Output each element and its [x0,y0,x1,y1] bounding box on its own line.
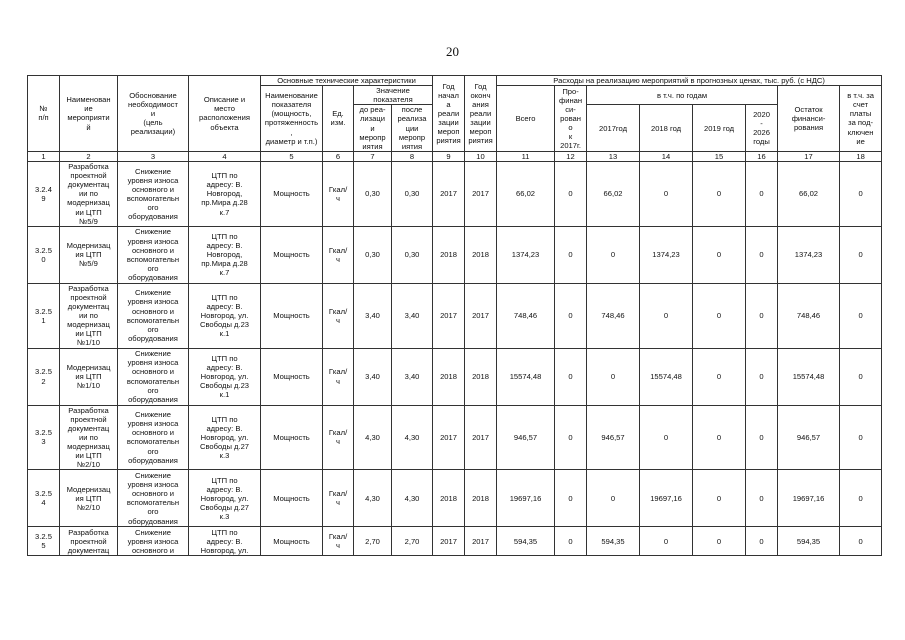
cell-remaining: 1374,23 [778,226,840,283]
cell-value-before: 0,30 [354,161,392,226]
cell-value-after: 2,70 [392,527,433,556]
cell-cost-2020-2026: 0 [746,226,778,283]
cell-value-before: 2,70 [354,527,392,556]
cell-connection-fee: 0 [840,161,882,226]
cell-cost-2020-2026: 0 [746,405,778,470]
cell-row-number: 3.2.5 2 [28,348,60,405]
cell-cost-2018: 0 [640,161,693,226]
cell-row-number: 3.2.5 3 [28,405,60,470]
column-number: 8 [392,151,433,161]
cell-total-cost: 66,02 [497,161,555,226]
column-number: 17 [778,151,840,161]
cell-justification: Снижение уровня износа основного и вспомогательн ого оборудования [118,470,189,527]
cell-location: ЦТП по адресу: В. Новгород, ул. Свободы д.27 к.3 [189,470,261,527]
cell-value-after: 3,40 [392,348,433,405]
column-number: 4 [189,151,261,161]
header-indicator-name: Наименование показателя (мощность, протяженность , диаметр и т.п.) [261,86,323,152]
cell-connection-fee: 0 [840,226,882,283]
header-measure-name: Наименован ие мероприяти й [60,76,118,152]
cell-measure-name: Модернизац ия ЦТП №1/10 [60,348,118,405]
cell-justification: Снижение уровня износа основного и вспомогательн ого оборудования [118,161,189,226]
header-connection-fee: в т.ч. за счет платы за под- ключен ие [840,86,882,152]
cell-end-year: 2018 [465,348,497,405]
cell-end-year: 2018 [465,226,497,283]
cell-unit: Гкал/ ч [323,283,354,348]
cell-financed-before: 0 [555,348,587,405]
cell-value-before: 3,40 [354,348,392,405]
cell-value-before: 4,30 [354,405,392,470]
cell-value-after: 3,40 [392,283,433,348]
header-before: до реа- лизаци и меропр иятия [354,105,392,152]
cell-measure-name: Модернизац ия ЦТП №5/9 [60,226,118,283]
cell-financed-before: 0 [555,283,587,348]
cell-measure-name: Модернизац ия ЦТП №2/10 [60,470,118,527]
header-justification: Обоснование необходимост и (цель реализации) [118,76,189,152]
cell-cost-2020-2026: 0 [746,283,778,348]
table-header [28,76,882,162]
table-row [28,405,882,470]
cell-justification: Снижение уровня износа основного и вспомогательн ого оборудования [118,283,189,348]
cell-value-before: 0,30 [354,226,392,283]
column-number: 6 [323,151,354,161]
cell-cost-2017: 946,57 [587,405,640,470]
table-body [28,161,882,555]
header-end-year: Год оконч ания реали зации мероп риятия [465,76,497,152]
table-row [28,348,882,405]
cell-total-cost: 19697,16 [497,470,555,527]
cell-total-cost: 15574,48 [497,348,555,405]
column-number: 15 [693,151,746,161]
header-2019: 2019 год [693,105,746,152]
cell-cost-2017: 748,46 [587,283,640,348]
header-number: № п/п [28,76,60,152]
cell-cost-2018: 1374,23 [640,226,693,283]
cell-financed-before: 0 [555,226,587,283]
column-number: 18 [840,151,882,161]
cell-indicator: Мощность [261,470,323,527]
cell-cost-2019: 0 [693,283,746,348]
cell-value-after: 4,30 [392,405,433,470]
cell-connection-fee: 0 [840,527,882,556]
column-number: 9 [433,151,465,161]
cell-row-number: 3.2.5 4 [28,470,60,527]
cell-cost-2017: 0 [587,470,640,527]
table-row [28,527,882,556]
header-remaining: Остаток финанси- рования [778,86,840,152]
cell-indicator: Мощность [261,348,323,405]
cell-cost-2017: 594,35 [587,527,640,556]
header-total: Всего [497,86,555,152]
cell-measure-name: Разработка проектной документац ии по модернизац ии ЦТП №2/10 [60,405,118,470]
cell-cost-2018: 19697,16 [640,470,693,527]
cell-cost-2019: 0 [693,348,746,405]
cell-end-year: 2017 [465,527,497,556]
cell-start-year: 2017 [433,405,465,470]
column-number: 11 [497,151,555,161]
cell-remaining: 19697,16 [778,470,840,527]
cell-start-year: 2017 [433,283,465,348]
cell-measure-name: Разработка проектной документац ии по модернизац ии ЦТП №1/10 [60,283,118,348]
cell-indicator: Мощность [261,405,323,470]
column-number: 2 [60,151,118,161]
cell-indicator: Мощность [261,226,323,283]
cell-indicator: Мощность [261,161,323,226]
cell-cost-2018: 0 [640,283,693,348]
cell-total-cost: 594,35 [497,527,555,556]
cell-remaining: 748,46 [778,283,840,348]
cell-cost-2020-2026: 0 [746,527,778,556]
cell-cost-2017: 0 [587,348,640,405]
cell-cost-2019: 0 [693,161,746,226]
cell-indicator: Мощность [261,527,323,556]
header-financed-before: Про- финан си- рован о к 2017г. [555,86,587,152]
cell-cost-2017: 66,02 [587,161,640,226]
cell-end-year: 2017 [465,283,497,348]
cell-value-after: 0,30 [392,226,433,283]
cell-remaining: 15574,48 [778,348,840,405]
cell-financed-before: 0 [555,161,587,226]
column-number: 12 [555,151,587,161]
cell-cost-2020-2026: 0 [746,348,778,405]
cell-justification: Снижение уровня износа основного и вспомогательн ого оборудования [118,226,189,283]
column-number: 14 [640,151,693,161]
cell-connection-fee: 0 [840,283,882,348]
cell-cost-2018: 0 [640,405,693,470]
cell-end-year: 2017 [465,405,497,470]
cell-end-year: 2017 [465,161,497,226]
header-tech-group: Основные технические характеристики [261,76,433,86]
cell-justification: Снижение уровня износа основного и [118,527,189,556]
cell-total-cost: 1374,23 [497,226,555,283]
page-number: 20 [446,44,459,59]
cell-cost-2018: 15574,48 [640,348,693,405]
cell-unit: Гкал/ ч [323,161,354,226]
cell-connection-fee: 0 [840,405,882,470]
cell-cost-2019: 0 [693,527,746,556]
cell-remaining: 594,35 [778,527,840,556]
header-2018: 2018 год [640,105,693,152]
cell-value-before: 3,40 [354,283,392,348]
cell-location: ЦТП по адресу: В. Новгород, ул. [189,527,261,556]
column-number-row [28,151,882,161]
column-number: 7 [354,151,392,161]
column-number: 3 [118,151,189,161]
cell-connection-fee: 0 [840,470,882,527]
table-row [28,283,882,348]
cell-value-after: 4,30 [392,470,433,527]
cell-remaining: 66,02 [778,161,840,226]
cell-start-year: 2017 [433,161,465,226]
cell-financed-before: 0 [555,470,587,527]
cell-total-cost: 946,57 [497,405,555,470]
cell-cost-2019: 0 [693,226,746,283]
column-number: 13 [587,151,640,161]
column-number: 1 [28,151,60,161]
table-row [28,161,882,226]
cell-row-number: 3.2.4 9 [28,161,60,226]
cell-total-cost: 748,46 [497,283,555,348]
cell-row-number: 3.2.5 0 [28,226,60,283]
cell-location: ЦТП по адресу: В. Новгород, пр.Мира д.28 к.7 [189,161,261,226]
cell-value-before: 4,30 [354,470,392,527]
cell-financed-before: 0 [555,527,587,556]
header-after: после реализа ции меропр иятия [392,105,433,152]
cell-unit: Гкал/ ч [323,405,354,470]
cell-location: ЦТП по адресу: В. Новгород, пр.Мира д.28 к.7 [189,226,261,283]
cell-start-year: 2017 [433,527,465,556]
cell-connection-fee: 0 [840,348,882,405]
cell-unit: Гкал/ ч [323,527,354,556]
header-unit: Ед. изм. [323,86,354,152]
cell-cost-2019: 0 [693,405,746,470]
cell-indicator: Мощность [261,283,323,348]
cell-cost-2019: 0 [693,470,746,527]
investment-program-table [27,75,882,556]
cell-measure-name: Разработка проектной документац ии по модернизац ии ЦТП №5/9 [60,161,118,226]
cell-location: ЦТП по адресу: В. Новгород, ул. Свободы д.23 к.1 [189,348,261,405]
cell-justification: Снижение уровня износа основного и вспомогательн ого оборудования [118,348,189,405]
cell-start-year: 2018 [433,348,465,405]
header-description: Описание и место расположения объекта [189,76,261,152]
cell-financed-before: 0 [555,405,587,470]
column-number: 16 [746,151,778,161]
cell-unit: Гкал/ ч [323,470,354,527]
cell-remaining: 946,57 [778,405,840,470]
header-2020-2026: 2020 - 2026 годы [746,105,778,152]
header-indicator-group: Значение показателя [354,86,433,105]
cell-row-number: 3.2.5 1 [28,283,60,348]
cell-cost-2017: 0 [587,226,640,283]
cell-measure-name: Разработка проектной документац [60,527,118,556]
header-years-group: в т.ч. по годам [587,86,778,105]
cell-value-after: 0,30 [392,161,433,226]
header-expense-group: Расходы на реализацию мероприятий в прогнозных ценах, тыс. руб. (с НДС) [497,76,882,86]
cell-start-year: 2018 [433,226,465,283]
cell-row-number: 3.2.5 5 [28,527,60,556]
cell-location: ЦТП по адресу: В. Новгород, ул. Свободы д.23 к.1 [189,283,261,348]
cell-cost-2020-2026: 0 [746,161,778,226]
cell-location: ЦТП по адресу: В. Новгород, ул. Свободы д.27 к.3 [189,405,261,470]
cell-unit: Гкал/ ч [323,226,354,283]
cell-start-year: 2018 [433,470,465,527]
cell-end-year: 2018 [465,470,497,527]
cell-unit: Гкал/ ч [323,348,354,405]
column-number: 10 [465,151,497,161]
cell-cost-2018: 0 [640,527,693,556]
table-row [28,226,882,283]
cell-justification: Снижение уровня износа основного и вспомогательн ого оборудования [118,405,189,470]
column-number: 5 [261,151,323,161]
table-row [28,470,882,527]
cell-cost-2020-2026: 0 [746,470,778,527]
header-2017: 2017год [587,105,640,152]
header-start-year: Год начал а реали зации мероп риятия [433,76,465,152]
